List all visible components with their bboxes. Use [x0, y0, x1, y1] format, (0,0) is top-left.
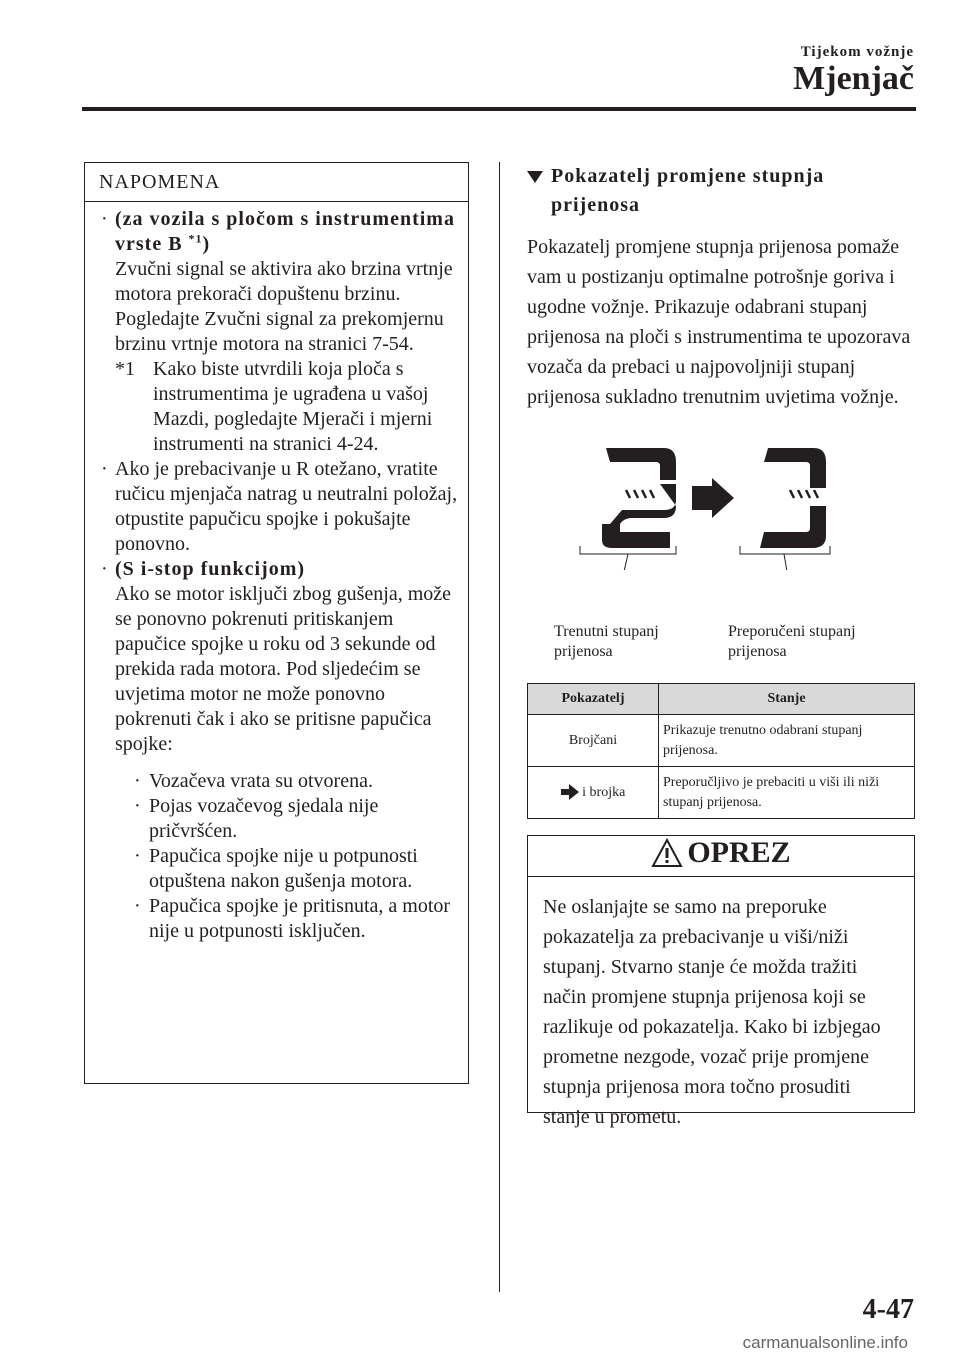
- caution-title: OPREZ: [687, 836, 791, 869]
- table-header-row: [528, 684, 915, 715]
- note-item: [99, 207, 458, 457]
- note-item: [99, 457, 458, 557]
- table-cell: i brojka: [528, 767, 659, 819]
- sub-list-item: · Vozačeva vrata su otvorena.: [134, 770, 373, 792]
- caution-box: [527, 835, 915, 1128]
- bullet-icon: ·: [134, 770, 141, 792]
- note-item: [99, 557, 458, 944]
- bullet-icon: ·: [101, 458, 108, 480]
- note-title: NAPOMENA: [99, 171, 221, 193]
- caption-current-gear: Trenutni stupanj prijenosa: [554, 623, 659, 660]
- subsection-heading: Pokazatelj promjene stupnja prijenosa: [527, 162, 917, 220]
- note-body: [99, 207, 458, 944]
- table-header: Stanje: [659, 684, 915, 715]
- note-item-text: Ako se motor isključi zbog gušenja, može se ponovno pokrenuti pritiskanjem papučice spojke u roku od 3 sekunde od prekida rada motora. Pod sljedećim se uvjetima motor ne može ponovno pokrenuti čak i ako se pritisne papučica spojke:: [115, 583, 452, 755]
- caption-recommended-gear: Preporučeni stupanj prijenosa: [728, 623, 856, 660]
- bullet-icon: ·: [134, 845, 141, 867]
- watermark: carmanualsonline.info: [742, 1333, 908, 1352]
- caution-divider: [528, 876, 914, 877]
- note-divider: [85, 201, 468, 202]
- sub-list-item: · Papučica spojke je pritisnuta, a motor nije u potpunosti isključen.: [134, 895, 451, 942]
- column-divider: [499, 162, 500, 1292]
- gear-digits-illustration: [550, 440, 890, 570]
- intro-paragraph: Pokazatelj promjene stupnja prijenosa pomaže vam u postizanju optimalne potrošnje goriva i ugodne vožnje. Prikazuje odabrani stupanj prijenosa na ploči s instrumentima te upozorava vozača da prebaci u najpovoljniji stupanj prijenosa sukladno trenutnim uvjetima vožnje.: [527, 236, 911, 408]
- footnote: [115, 357, 458, 457]
- footnote-mark: *1: [115, 358, 135, 380]
- footnote-text: Kako biste utvrdili koja ploča s instrumentima je ugrađena u vašoj Mazdi, pogledajte Mjerači i mjerni instrumenti na stranici 4-24.: [153, 358, 433, 455]
- note-item-title: (za vozila s pločom s instrumentima vrste B $^{*1}$): [115, 208, 455, 255]
- note-box: [84, 162, 469, 1084]
- indicator-table: [527, 683, 915, 819]
- table-header: Pokazatelj: [528, 684, 659, 715]
- note-item-text: Zvučni signal se aktivira ako brzina vrtnje motora prekorači dopuštenu brzinu.: [115, 258, 453, 305]
- gear-indicator-figure: [550, 440, 890, 670]
- warning-triangle-icon: [651, 838, 683, 868]
- bullet-icon: ·: [101, 208, 108, 230]
- section-title: Tijekom vožnje: [800, 44, 914, 60]
- upshift-arrow-icon: [561, 784, 579, 800]
- current-gear-digit: [602, 448, 676, 548]
- table-row: [528, 767, 915, 819]
- note-item-text: Ako je prebacivanje u R otežano, vratite ručicu mjenjača natrag u neutralni položaj, otpustite papučicu spojke i pokušajte ponovno.: [115, 458, 458, 555]
- note-item-text: Pogledajte Zvučni signal za prekomjernu brzinu vrtnje motora na stranici 7-54.: [115, 308, 444, 355]
- header-rule: [82, 107, 916, 111]
- bullet-icon: ·: [101, 558, 108, 580]
- table-row: [528, 715, 915, 767]
- footnote-ref: *1: [188, 231, 203, 246]
- sub-list-item: · Papučica spojke nije u potpunosti otpuštena nakon gušenja motora.: [134, 845, 418, 892]
- triangle-down-icon: [527, 171, 543, 183]
- chapter-title: Mjenjač: [793, 60, 914, 97]
- table-cell: Prikazuje trenutno odabrani stupanj prijenosa.: [659, 715, 915, 767]
- table-cell: Preporučljivo je prebaciti u viši ili niži stupanj prijenosa.: [659, 767, 915, 819]
- figure-brackets: [580, 546, 830, 570]
- bullet-icon: ·: [134, 795, 141, 817]
- note-item-title: (S i-stop funkcijom): [115, 558, 306, 580]
- table-cell: Brojčani: [528, 715, 659, 767]
- page-number: 4-47: [862, 1294, 914, 1325]
- sub-list-item: · Pojas vozačevog sjedala nije pričvršćen.: [134, 795, 379, 842]
- bullet-icon: ·: [134, 895, 141, 917]
- upshift-arrow-icon: [692, 478, 734, 518]
- caution-header: [528, 836, 914, 875]
- caution-text: Ne oslanjajte se samo na preporuke pokazatelja za prebacivanje u viši/niži stupanj. Stvarno stanje će možda tražiti način promjene stupnja prijenosa koji se razlikuje od pokazatelja. Kako bi izbjegao prometne nezgode, vozač prije promjene stupnja prijenosa mora točno prosuditi stanje u prometu.: [543, 896, 881, 1128]
